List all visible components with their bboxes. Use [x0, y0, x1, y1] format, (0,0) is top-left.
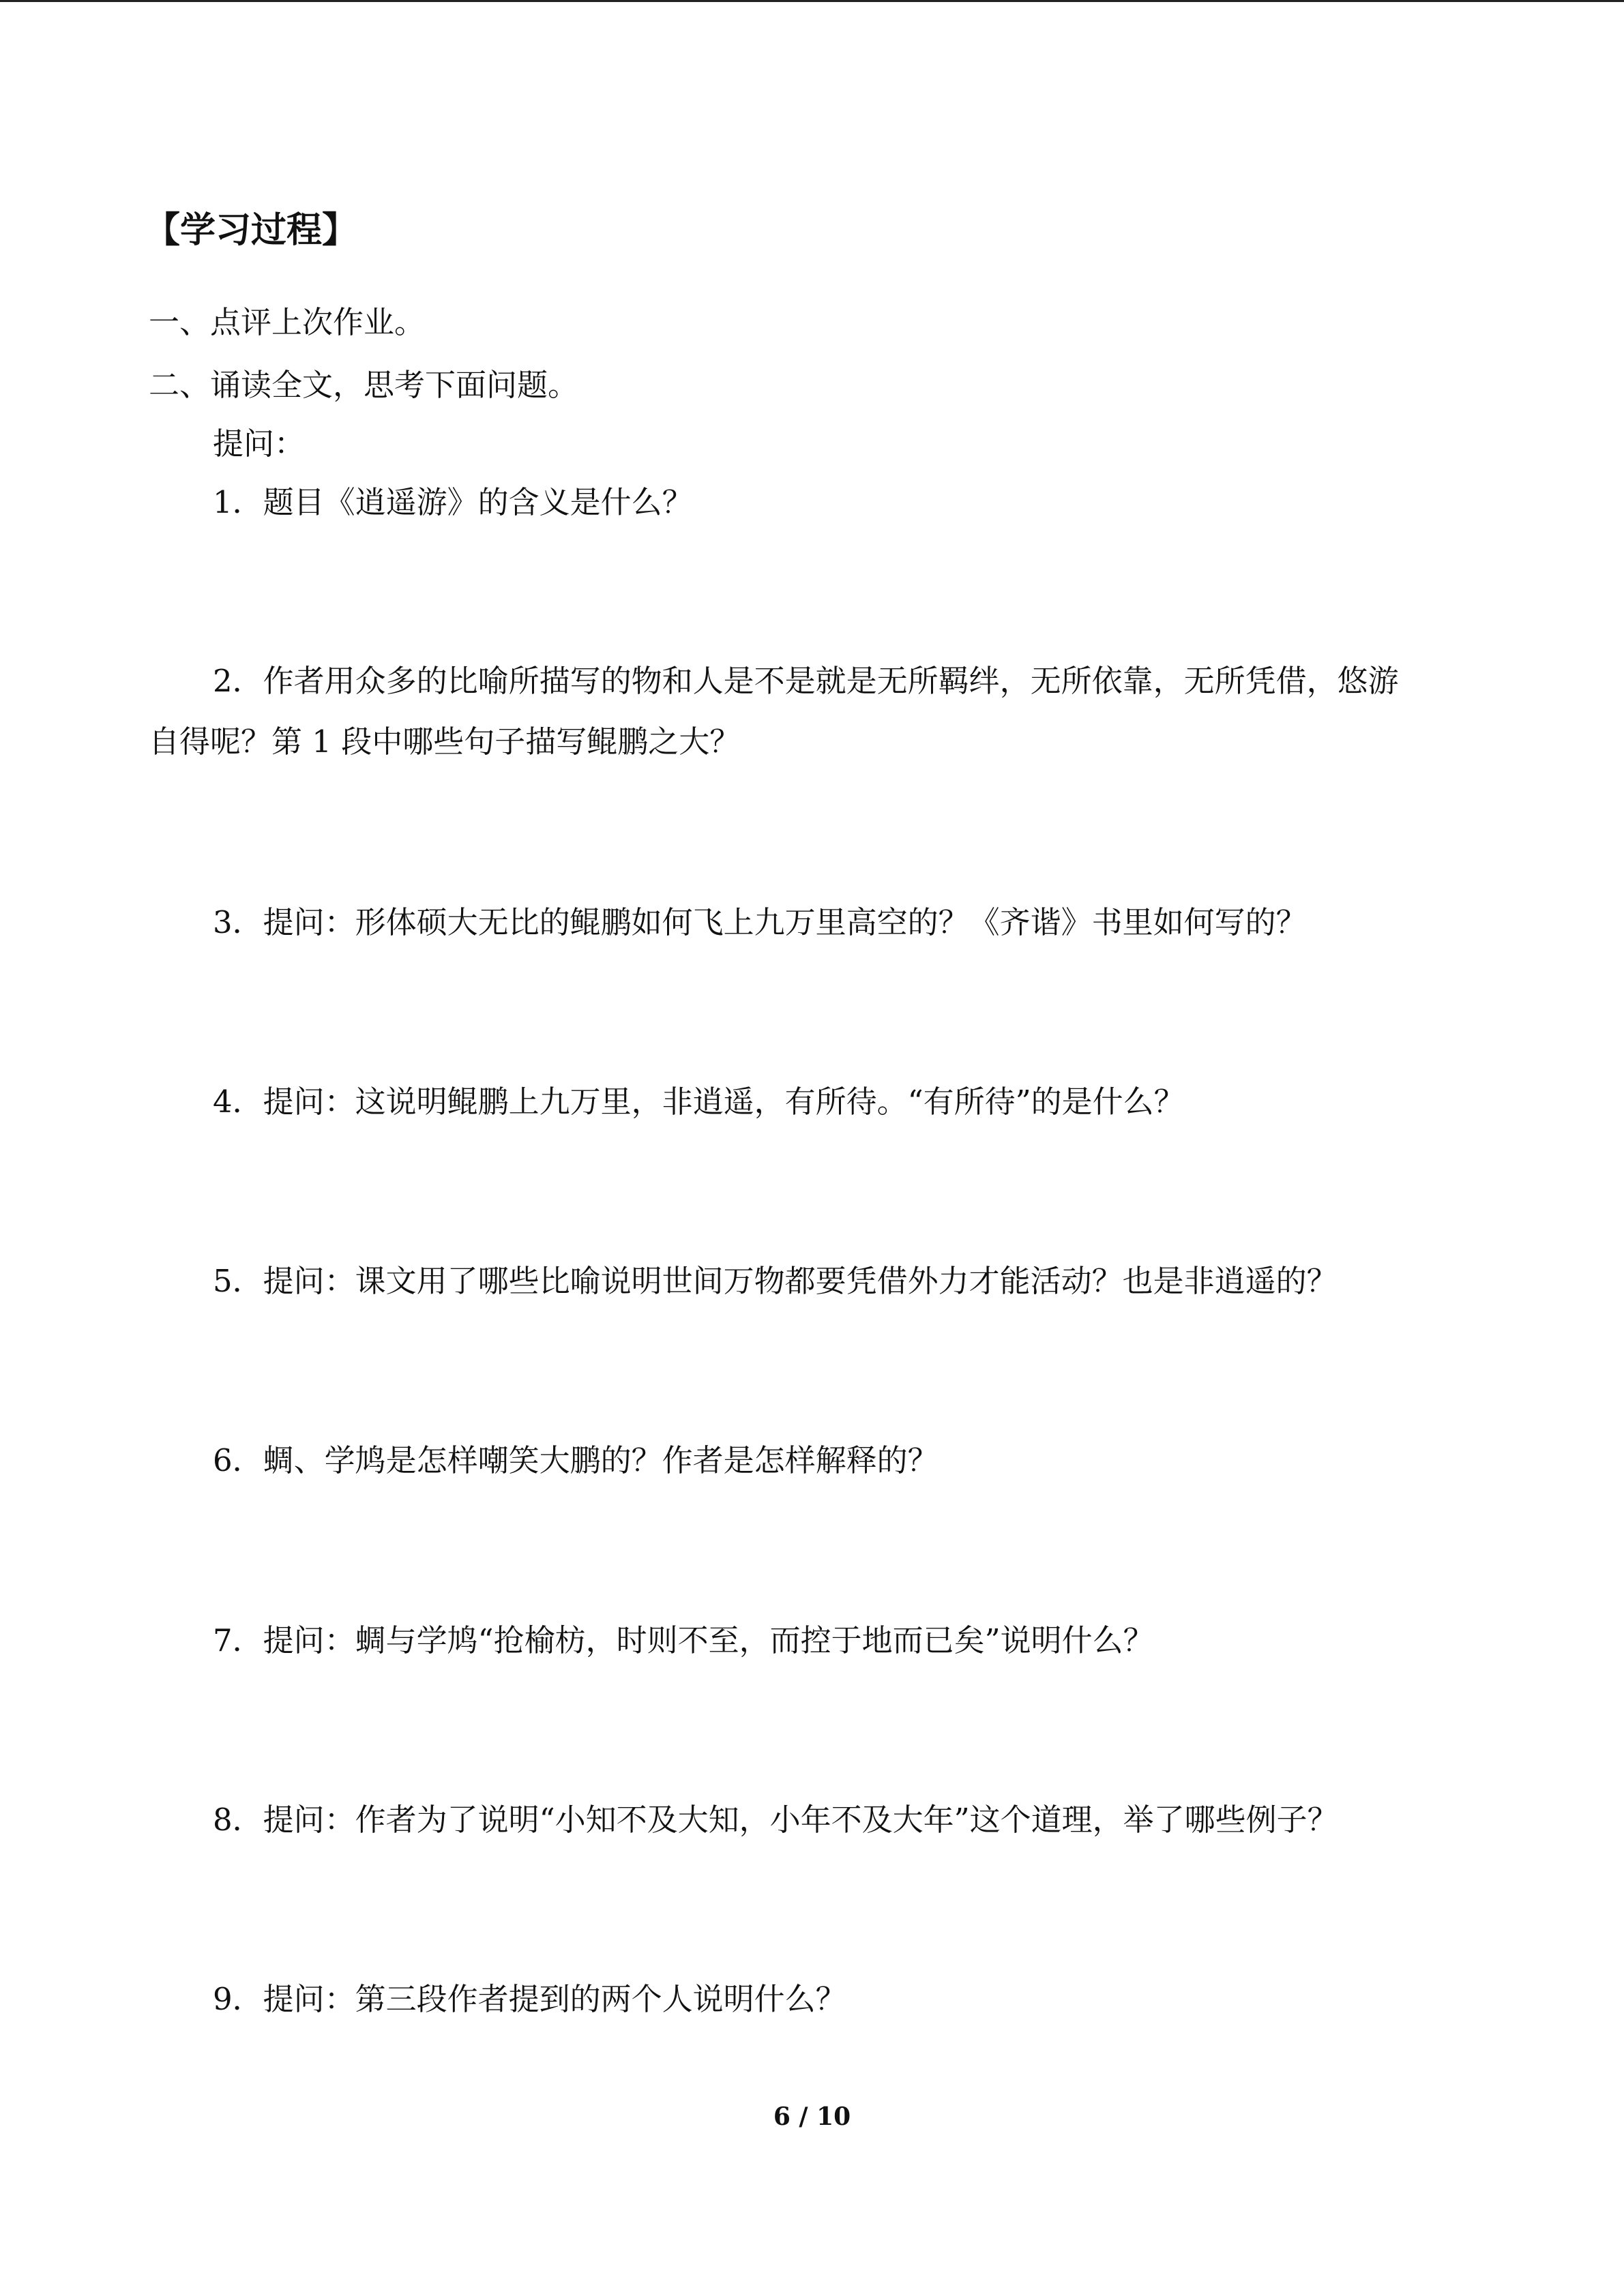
question-1: 1．题目《逍遥游》的含义是什么？ — [213, 484, 693, 520]
step-read-and-think: 二、诵读全文，思考下面问题。 — [149, 367, 579, 403]
page-number: 6 / 10 — [773, 2102, 851, 2131]
question-3: 3．提问：形体硕大无比的鲲鹏如何飞上九万里高空的？《齐谐》书里如何写的？ — [213, 904, 1307, 940]
question-9: 9．提问：第三段作者提到的两个人说明什么？ — [213, 1981, 846, 2017]
question-2-line-2: 自得呢？第 1 段中哪些句子描写鲲鹏之大？ — [149, 724, 741, 760]
prompt-label: 提问： — [213, 426, 306, 462]
question-4: 4．提问：这说明鲲鹏上九万里，非逍遥，有所待。“有所待”的是什么？ — [213, 1084, 1185, 1120]
question-8: 8．提问：作者为了说明“小知不及大知，小年不及大年”这个道理，举了哪些例子？ — [213, 1802, 1338, 1838]
question-2-line-1: 2．作者用众多的比喻所描写的物和人是不是就是无所羁绊，无所依靠，无所凭借，悠游 — [213, 663, 1399, 699]
question-5: 5．提问：课文用了哪些比喻说明世间万物都要凭借外力才能活动？也是非逍遥的？ — [213, 1263, 1338, 1299]
question-6: 6．蜩、学鸠是怎样嘲笑大鹏的？作者是怎样解释的？ — [213, 1442, 939, 1478]
step-review-homework: 一、点评上次作业。 — [149, 304, 426, 340]
top-border-line — [0, 0, 1624, 2]
question-7: 7．提问：蜩与学鸠“抢榆枋，时则不至，而控于地而已矣”说明什么？ — [213, 1622, 1154, 1658]
section-title: 【学习过程】 — [145, 210, 358, 251]
